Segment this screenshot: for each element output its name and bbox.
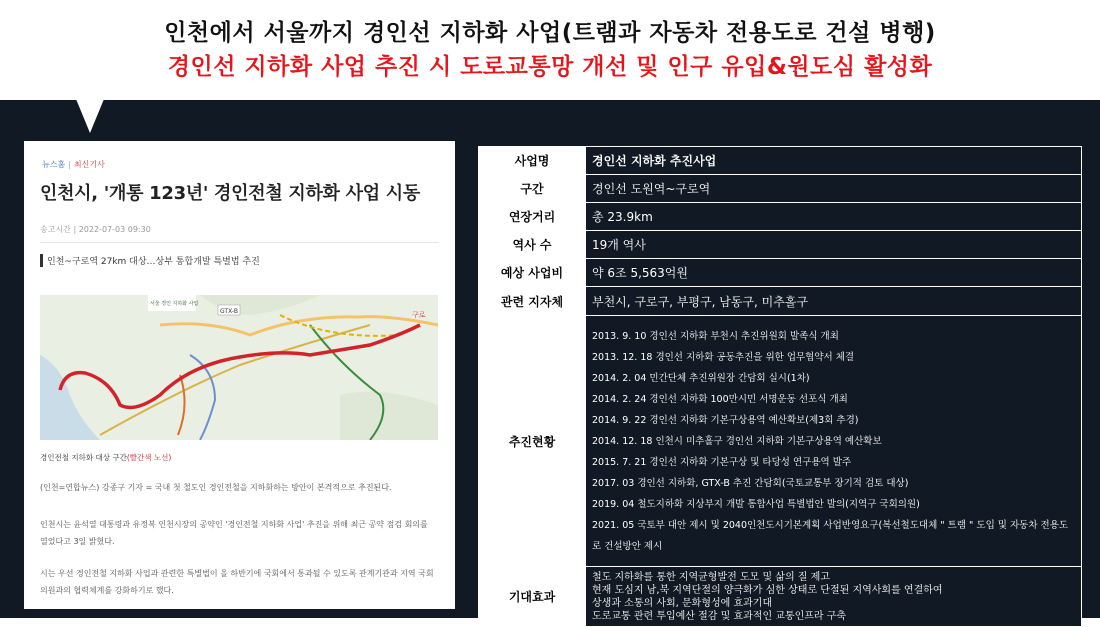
article-divider	[40, 242, 439, 243]
route-map	[40, 295, 438, 440]
callout-pointer	[76, 99, 104, 133]
slide-title: 인천에서 서울까지 경인선 지하화 사업(트램과 자동차 전용도로 건설 병행)	[164, 20, 936, 46]
history-list	[586, 316, 1082, 567]
row-label: 역사 수	[479, 231, 586, 259]
history-item: 2019. 04 철도지하화 지상부지 개발 통합사업 특별법안 발의(지역구 국회의원)	[592, 498, 920, 510]
row-value: 경인선 지하화 추진사업	[586, 147, 1082, 175]
effect-item: 도로교통 관련 투입예산 절감 및 효과적인 교통인프라 구축	[592, 610, 847, 622]
table-row	[479, 231, 1082, 259]
project-info-table	[478, 146, 1082, 627]
table-row	[479, 259, 1082, 287]
history-item: 2013. 9. 10 경인선 지하화 부천시 추진위원회 발족식 개최	[592, 330, 839, 342]
map-gtx-label: GTX-B	[220, 308, 238, 315]
history-label: 추진현황	[479, 316, 586, 567]
effect-label: 기대효과	[479, 567, 586, 627]
slide-header	[0, 0, 1100, 100]
history-item: 2015. 7. 21 경인선 지하화 기본구상 및 타당성 연구용역 발주	[592, 456, 852, 468]
history-item: 2014. 2. 04 민간단체 추진위원장 간담회 실시(1차)	[592, 372, 810, 384]
article-subheading: 인천~구로역 27km 대상…상부 통합개발 특별법 추진	[40, 254, 260, 267]
effect-item: 철도 지하화를 통한 지역균형발전 도모 및 삶의 질 제고	[592, 571, 830, 583]
history-item: 2014. 9. 22 경인선 지하화 기본구상용역 예산확보(제3회 추경)	[592, 414, 859, 426]
article-paragraph: 인천시는 윤석열 대통령과 유정복 인천시장의 공약인 '경인전철 지하화 사업' 추진을 위해 최근 공약 점검 회의를 열었다고 3일 밝혔다.	[40, 520, 428, 546]
table-row	[479, 175, 1082, 203]
breadcrumb-home[interactable]: 뉴스홈	[42, 160, 66, 169]
map-caption	[40, 452, 171, 463]
map-seoul-label: 구로	[412, 311, 426, 319]
row-label: 관련 지자체	[479, 287, 586, 316]
history-item: 2014. 2. 24 경인선 지하화 100만시민 서명운동 선포식 개최	[592, 393, 848, 405]
history-item: 2014. 12. 18 인천시 미추홀구 경인선 지하화 기본구상용역 예산확보	[592, 435, 882, 447]
slide-subtitle: 경인선 지하화 사업 추진 시 도로교통망 개선 및 인구 유입&원도심 활성화	[167, 54, 933, 80]
article-date: 송고시간 | 2022-07-03 09:30	[40, 225, 151, 234]
table-row	[479, 203, 1082, 231]
effect-item: 현재 도심지 남,북 지역단절의 양극화가 심한 상태로 단절된 지역사회를 연결하여	[592, 584, 943, 596]
row-value: 총 23.9km	[586, 203, 1082, 231]
breadcrumb: 뉴스홈 | 최신기사	[42, 160, 105, 169]
table-row-history	[479, 316, 1082, 567]
table-row	[479, 147, 1082, 175]
row-label: 사업명	[479, 147, 586, 175]
news-article-card	[24, 141, 455, 609]
row-value: 약 6조 5,563억원	[586, 259, 1082, 287]
map-caption-note: (빨간색 노선)	[126, 453, 172, 462]
breadcrumb-section[interactable]: 최신기사	[73, 160, 105, 169]
table-row	[479, 287, 1082, 316]
row-label: 연장거리	[479, 203, 586, 231]
map-caption-text: 경인전철 지하화 대상 구간	[40, 453, 127, 462]
history-item: 2017. 03 경인선 지하화, GTX-B 추진 간담회(국토교통부 장기적 검토 대상)	[592, 477, 909, 489]
row-value: 19개 역사	[586, 231, 1082, 259]
article-paragraph: 시는 우선 경인전철 지하화 사업과 관련한 특별법이 올 하반기에 국회에서 통과될 수 있도록 관계기관과 지역 국회의원과의 협력체계를 강화하기로 했다.	[40, 569, 434, 595]
row-value: 경인선 도원역~구로역	[586, 175, 1082, 203]
article-paragraph: (인천=연합뉴스) 강종구 기자 = 국내 첫 철도인 경인전철을 지하화하는 방안이 본격적으로 추진된다.	[40, 483, 392, 492]
row-value: 부천시, 구로구, 부평구, 남동구, 미추홀구	[586, 287, 1082, 316]
article-headline: 인천시, '개통 123년' 경인전철 지하화 사업 시동	[40, 183, 420, 204]
row-label: 예상 사업비	[479, 259, 586, 287]
history-item: 2021. 05 국토부 대안 제시 및 2040인천도시기본계획 사업반영요구(복선철도대체 " 트램 " 도입 및 자동차 전용도로 건설방안 제시	[592, 519, 1069, 552]
history-item: 2013. 12. 18 경인선 지하화 공동추진을 위한 업무협약서 체결	[592, 351, 855, 363]
row-label: 구간	[479, 175, 586, 203]
map-inset-label: 서울 경인 지하화 사업	[150, 301, 199, 307]
effect-item: 상생과 소통의 사회, 문화형성에 효과기대	[592, 597, 773, 609]
